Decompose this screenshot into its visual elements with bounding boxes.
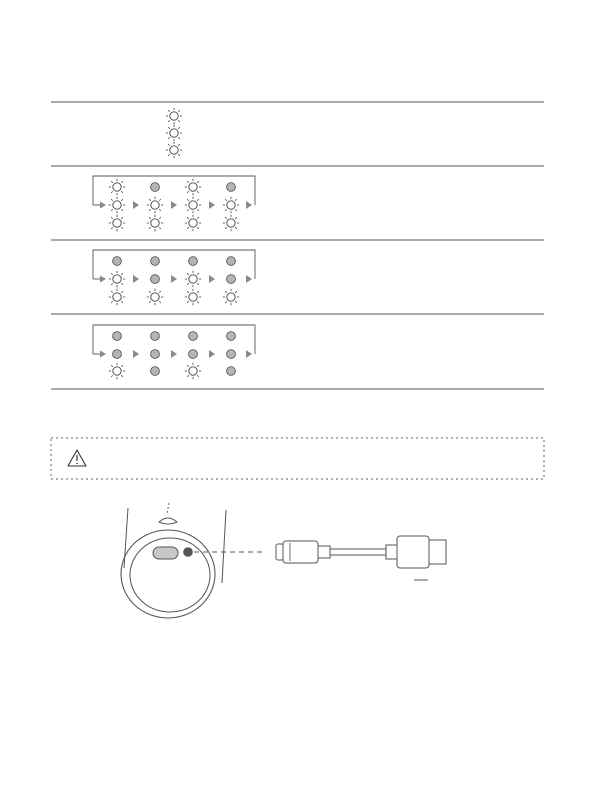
sequence-arrow-icon bbox=[100, 202, 106, 209]
led-dim-icon bbox=[227, 183, 236, 192]
led-lit-icon bbox=[166, 142, 182, 158]
led-dim-icon bbox=[151, 275, 160, 284]
usb-c-port-icon bbox=[153, 547, 178, 559]
led-dim-icon bbox=[227, 350, 236, 359]
led-lit-icon bbox=[185, 197, 201, 213]
led-lit-icon bbox=[109, 215, 125, 231]
led-lit-icon bbox=[109, 197, 125, 213]
handle-device bbox=[121, 503, 226, 618]
led-lit-icon bbox=[185, 289, 201, 305]
led-dim-icon bbox=[227, 257, 236, 266]
led-lit-icon bbox=[185, 215, 201, 231]
led-dim-icon bbox=[113, 332, 122, 341]
led-dim-icon bbox=[227, 367, 236, 376]
led-dim-icon bbox=[151, 332, 160, 341]
led-dim-icon bbox=[113, 257, 122, 266]
usb-c-cable-icon bbox=[276, 536, 446, 568]
sequence-arrow-icon bbox=[209, 350, 215, 358]
led-lit-icon bbox=[147, 197, 163, 213]
status-row-2 bbox=[93, 176, 255, 231]
sequence-arrow-icon bbox=[133, 350, 139, 358]
led-dim-icon bbox=[189, 350, 198, 359]
sequence-arrow-icon bbox=[209, 275, 215, 283]
charging-illustration bbox=[121, 503, 446, 618]
sequence-arrow-icon bbox=[209, 201, 215, 209]
led-lit-icon bbox=[147, 289, 163, 305]
sequence-arrow-icon bbox=[246, 350, 252, 358]
led-dim-icon bbox=[151, 183, 160, 192]
sequence-arrow-icon bbox=[171, 201, 177, 209]
sequence-arrow-icon bbox=[171, 275, 177, 283]
sequence-arrow-icon bbox=[133, 201, 139, 209]
led-lit-icon bbox=[109, 179, 125, 195]
led-dim-icon bbox=[151, 367, 160, 376]
led-lit-icon bbox=[166, 125, 182, 141]
sequence-arrow-icon bbox=[246, 275, 252, 283]
sequence-arrow-icon bbox=[171, 350, 177, 358]
led-lit-icon bbox=[109, 289, 125, 305]
led-dim-icon bbox=[189, 332, 198, 341]
power-button-icon bbox=[159, 518, 177, 524]
led-lit-icon bbox=[185, 271, 201, 287]
led-dim-icon bbox=[189, 257, 198, 266]
sequence-arrow-icon bbox=[246, 201, 252, 209]
led-dim-icon bbox=[113, 350, 122, 359]
led-lit-icon bbox=[147, 215, 163, 231]
led-dim-icon bbox=[151, 350, 160, 359]
led-lit-icon bbox=[166, 108, 182, 124]
led-dim-icon bbox=[227, 275, 236, 284]
status-row-1 bbox=[166, 108, 182, 158]
sequence-arrow-icon bbox=[100, 276, 106, 283]
sequence-arrow-icon bbox=[133, 275, 139, 283]
led-lit-icon bbox=[109, 271, 125, 287]
warning-box bbox=[51, 438, 544, 479]
led-lit-icon bbox=[223, 215, 239, 231]
led-lit-icon bbox=[223, 289, 239, 305]
warning-triangle-icon bbox=[68, 450, 86, 466]
status-row-4 bbox=[93, 325, 255, 379]
sequence-arrow-icon bbox=[100, 351, 106, 358]
led-dim-icon bbox=[227, 332, 236, 341]
led-lit-icon bbox=[185, 363, 201, 379]
led-lit-icon bbox=[109, 363, 125, 379]
led-dim-icon bbox=[151, 257, 160, 266]
indicator-dot-icon bbox=[183, 547, 193, 557]
led-lit-icon bbox=[185, 179, 201, 195]
led-lit-icon bbox=[223, 197, 239, 213]
status-row-3 bbox=[93, 250, 255, 305]
